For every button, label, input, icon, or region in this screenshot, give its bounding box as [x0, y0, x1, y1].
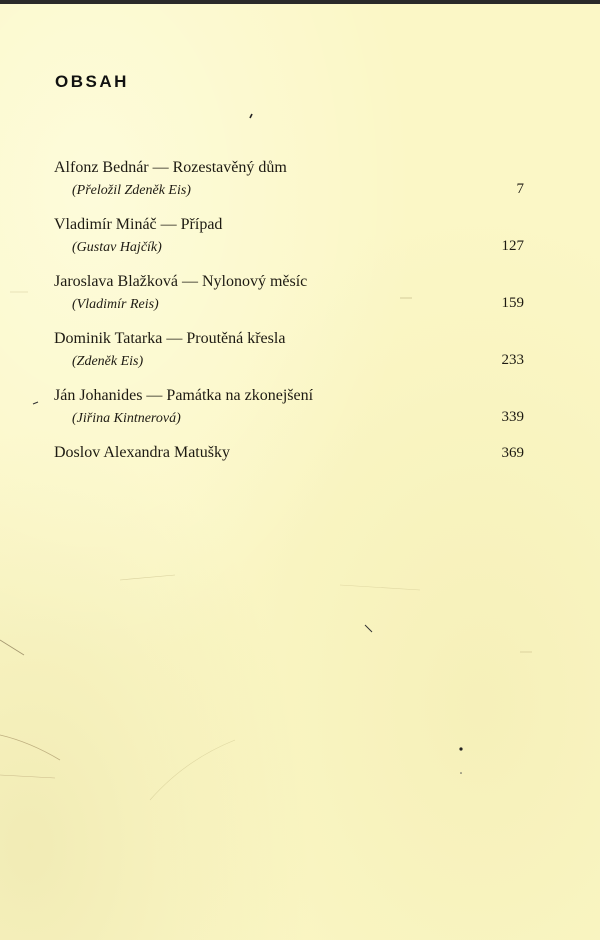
toc-entry-3	[54, 272, 524, 329]
toc-entry-page: 7	[516, 181, 524, 197]
toc-entry-title: Ján Johanides — Památka na zkonejšení	[54, 387, 314, 404]
table-of-contents	[54, 158, 524, 500]
toc-entry-title: Vladimír Mináč — Případ	[54, 216, 223, 233]
toc-entry-title: Dominik Tatarka — Proutěná křesla	[54, 330, 286, 347]
page-top-edge	[0, 0, 600, 4]
toc-entry-5	[54, 386, 524, 443]
toc-entry-translator: (Vladimír Reis)	[72, 297, 159, 312]
toc-entry-title: Doslov Alexandra Matušky	[54, 444, 230, 461]
toc-entry-translator: (Jiřina Kintnerová)	[72, 411, 181, 426]
toc-entry-title: Alfonz Bednár — Rozestavěný dům	[54, 159, 287, 176]
toc-entry-page: 369	[501, 445, 524, 461]
toc-entry-translator: (Přeložil Zdeněk Eis)	[72, 183, 191, 198]
toc-entry-4	[54, 329, 524, 386]
contents-heading: OBSAH	[55, 72, 129, 91]
toc-entry-page: 233	[501, 352, 524, 368]
toc-entry-page: 127	[501, 238, 524, 254]
toc-entry-1	[54, 158, 524, 215]
toc-entry-translator: (Gustav Hajčík)	[72, 240, 162, 255]
toc-entry-page: 339	[501, 409, 524, 425]
toc-entry-2	[54, 215, 524, 272]
toc-entry-translator: (Zdeněk Eis)	[72, 354, 144, 369]
toc-entry-page: 159	[501, 295, 524, 311]
toc-entry-title: Jaroslava Blažková — Nylonový měsíc	[54, 273, 308, 290]
toc-entry-6	[54, 443, 524, 500]
